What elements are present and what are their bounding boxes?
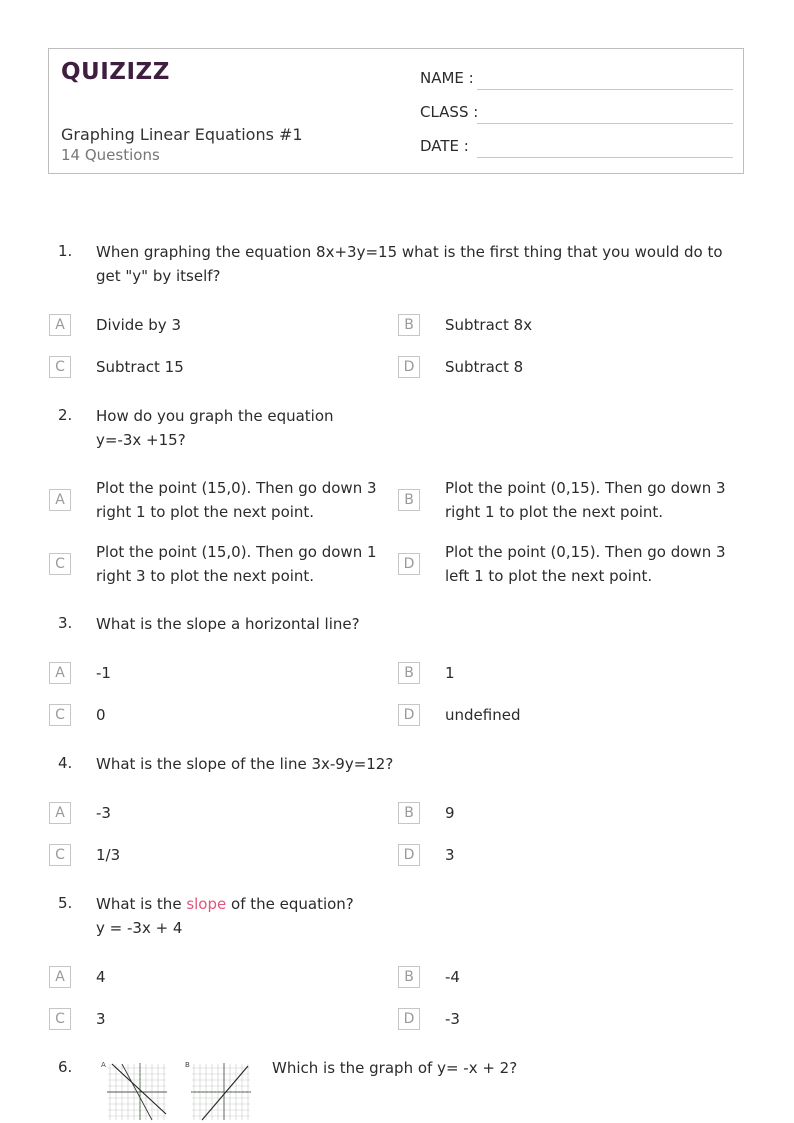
option-text: 4 [96, 968, 106, 986]
question-text: When graphing the equation 8x+3y=15 what is the first thing that you would do to get "y" by itself? [96, 243, 723, 285]
option-text: Divide by 3 [96, 316, 181, 334]
question-text-line: How do you graph the equation [96, 407, 334, 425]
question-text: Which is the graph of y= -x + 2? [272, 1059, 518, 1077]
question-number: 4. [58, 754, 73, 772]
question-number: 2. [58, 406, 73, 424]
question-text-part: What is the [96, 895, 187, 913]
option-letter-box[interactable]: A [49, 802, 71, 824]
graph-label: B [185, 1061, 190, 1069]
date-label: DATE : [420, 137, 469, 155]
worksheet-title: Graphing Linear Equations #1 [61, 125, 303, 144]
option-text: 1 [445, 664, 455, 682]
name-line[interactable] [477, 89, 733, 90]
option-letter-box[interactable]: D [398, 844, 420, 866]
option-letter-box[interactable]: B [398, 966, 420, 988]
question-text [96, 892, 746, 940]
class-line[interactable] [477, 123, 733, 124]
option-letter-box[interactable]: A [49, 314, 71, 336]
graph-image-a [100, 1058, 170, 1122]
option-letter-box[interactable]: B [398, 314, 420, 336]
name-label: NAME : [420, 69, 474, 87]
option-text: -3 [445, 1010, 460, 1028]
question-number: 1. [58, 242, 73, 260]
option-text: Plot the point (15,0). Then go down 3 right 1 to plot the next point. [96, 479, 377, 521]
option-text: Plot the point (0,15). Then go down 3 right 1 to plot the next point. [445, 479, 726, 521]
option-letter-box[interactable]: A [49, 966, 71, 988]
question-count: 14 Questions [61, 146, 160, 164]
option-letter-box[interactable]: C [49, 704, 71, 726]
graph-image-b [184, 1058, 254, 1122]
option-text: undefined [445, 706, 521, 724]
highlighted-word: slope [186, 895, 227, 913]
option-letter-box[interactable]: C [49, 1008, 71, 1030]
option-letter-box[interactable]: C [49, 844, 71, 866]
option-text: 3 [445, 846, 455, 864]
question-number: 3. [58, 614, 73, 632]
option-letter-box[interactable]: C [49, 356, 71, 378]
option-letter-box[interactable]: D [398, 553, 420, 575]
question-text-line [96, 892, 746, 916]
question-number: 5. [58, 894, 73, 912]
option-text: 9 [445, 804, 455, 822]
date-line[interactable] [477, 157, 733, 158]
option-text: Subtract 8x [445, 316, 533, 334]
option-letter-box[interactable]: B [398, 489, 420, 511]
option-text: -1 [96, 664, 111, 682]
question-text-line: y=-3x +15? [96, 431, 186, 449]
option-letter-box[interactable]: A [49, 489, 71, 511]
option-text: Plot the point (0,15). Then go down 3 left 1 to plot the next point. [445, 543, 726, 585]
option-text: Subtract 8 [445, 358, 524, 376]
option-letter-box[interactable]: D [398, 704, 420, 726]
option-text: 1/3 [96, 846, 121, 864]
graph-label: A [101, 1061, 106, 1069]
option-text: 3 [96, 1010, 106, 1028]
quizizz-logo: QUIZIZZ [61, 59, 170, 85]
option-text: Subtract 15 [96, 358, 184, 376]
class-label: CLASS : [420, 103, 479, 121]
option-letter-box[interactable]: C [49, 553, 71, 575]
question-number: 6. [58, 1058, 73, 1076]
question-text: What is the slope a horizontal line? [96, 615, 360, 633]
option-letter-box[interactable]: B [398, 802, 420, 824]
option-text: -4 [445, 968, 460, 986]
option-letter-box[interactable]: D [398, 356, 420, 378]
option-text: 0 [96, 706, 106, 724]
option-letter-box[interactable]: D [398, 1008, 420, 1030]
question-text: What is the slope of the line 3x-9y=12? [96, 755, 394, 773]
question-text-part: of the equation? [226, 895, 354, 913]
question-text-line: y = -3x + 4 [96, 919, 183, 937]
worksheet-header [48, 48, 744, 174]
option-letter-box[interactable]: A [49, 662, 71, 684]
option-letter-box[interactable]: B [398, 662, 420, 684]
question-text [96, 404, 746, 452]
option-text: Plot the point (15,0). Then go down 1 right 3 to plot the next point. [96, 543, 377, 585]
option-text: -3 [96, 804, 111, 822]
